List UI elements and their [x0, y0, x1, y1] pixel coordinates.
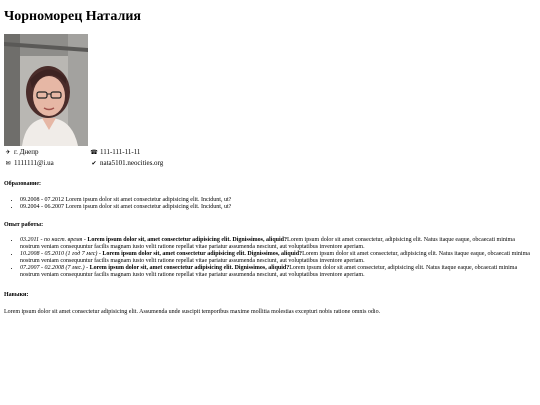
contacts-block: [4, 148, 304, 170]
job-period: 03.2011 - по наст. время: [20, 237, 83, 243]
skills-text: Lorem ipsum dolor sit amet consectetur adipisicing elit. Assumenda unde suscipit temporibus maxime mollitia molestias excepturi nobis ratione omnis odio.: [4, 309, 381, 315]
experience-item: [20, 251, 532, 265]
job-description: Lorem ipsum dolor sit amet consectetur, adipisicing elit. Natus itaque eaque, obcaecati minima nostrum veniam consequuntur facilis magnam iusto velit ratione repellat vitae pariatur assumenda nesciunt, aut voluptatibus inventore aperiam.: [20, 237, 515, 250]
skills-heading: Навыки:: [4, 292, 29, 298]
job-title: Lorem ipsum dolor sit, amet consectetur adipisicing elit. Dignissimos, aliquid?: [102, 251, 303, 257]
phone-contact: ☎ 111-111-11-11: [90, 148, 141, 156]
experience-list: [4, 237, 532, 279]
job-description: Lorem ipsum dolor sit amet consectetur, adipisicing elit. Natus itaque eaque, obcaecati minima nostrum veniam consequuntur facilis magnam iusto velit ratione repellat vitae pariatur assumenda nesciunt, aut voluptatibus inventore aperiam.: [20, 251, 530, 264]
phone-icon: ☎: [90, 149, 98, 156]
person-name: Чорноморец Наталия: [4, 9, 141, 24]
checkmark-icon: ✔: [91, 160, 97, 167]
experience-item: [20, 237, 532, 251]
plane-icon: ✈: [5, 149, 11, 156]
job-separator: -: [84, 265, 90, 271]
education-item: • 09.2004 - 06.2007 Lorem ipsum dolor sit amet consectetur adipisicing elit. Incidunt, ut?: [20, 204, 532, 211]
job-period: 07.2007 - 02.2008 (7 мес.): [20, 265, 85, 271]
job-period: 10.2008 - 05.2010 (1 год 7 мес): [20, 251, 98, 257]
experience-item: [20, 265, 532, 279]
education-list: [4, 197, 532, 211]
job-separator: -: [82, 237, 88, 243]
education-heading: Образование:: [4, 181, 42, 187]
education-item: • 09.2008 - 07.2012 Lorem ipsum dolor sit amet consectetur adipisicing elit. Incidunt, ut?: [20, 197, 532, 204]
job-title: Lorem ipsum dolor sit, amet consectetur adipisicing elit. Dignissimos, aliquid?: [89, 265, 290, 271]
job-separator: -: [97, 251, 103, 257]
job-title: Lorem ipsum dolor sit, amet consectetur adipisicing elit. Dignissimos, aliquid?: [87, 237, 288, 243]
job-description: Lorem ipsum dolor sit amet consectetur, adipisicing elit. Natus itaque eaque, obcaecati minima nostrum veniam consequuntur facilis magnam iusto velit ratione repellat vitae pariatur assumenda nesciunt, aut voluptatibus inventore aperiam.: [20, 265, 518, 278]
site-contact[interactable]: ✔ nata5101.neocities.org: [91, 159, 164, 167]
envelope-icon: ✉: [5, 160, 11, 167]
experience-heading: Опыт работы:: [4, 222, 44, 228]
city-contact: ✈ г. Днепр: [5, 148, 39, 156]
profile-photo: [4, 34, 88, 146]
email-contact[interactable]: ✉ 1111111@i.ua: [5, 159, 54, 167]
